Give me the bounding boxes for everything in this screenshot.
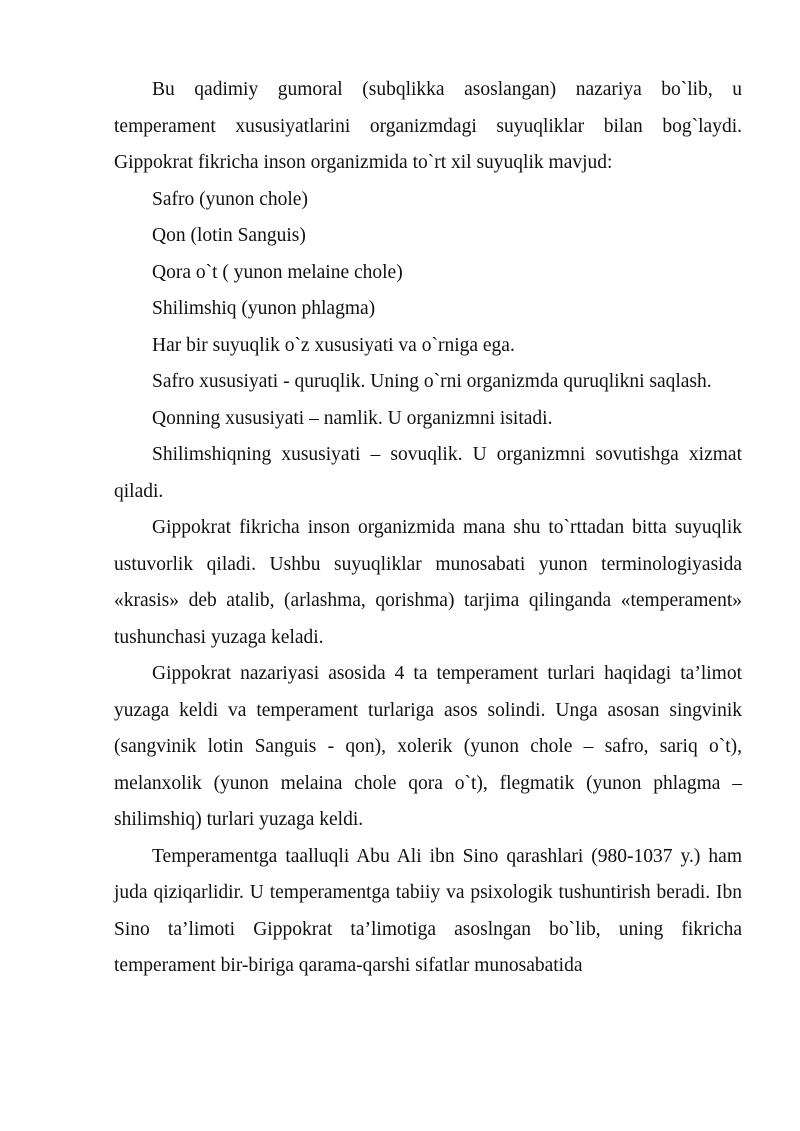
- list-item-shilimshiq: Shilimshiq (yunon phlagma): [152, 298, 376, 319]
- list-item-safro: Safro (yunon chole): [152, 188, 308, 210]
- paragraph-qon-property: Qonning xususiyati – namlik. U organizmni isitadi.: [152, 407, 553, 429]
- list-item-qon: Qon (lotin Sanguis): [152, 225, 306, 246]
- paragraph-temperament-types: Gippokrat nazariyasi asosida 4 ta temperament turlari haqidagi ta’limot yuzaga keldi va temperament turlariga asos solindi. Unga asosan singvinik (sangvinik lotin Sanguis - qon), xolerik (yunon chole – safro, sariq o`t), melanxolik (yunon melaina chole qora o`t), flegmatik (yunon phlagma – shilimshiq) turlari yuzaga keldi.: [114, 663, 742, 830]
- paragraph-krasis: Gippokrat fikricha inson organizmida mana shu to`rttadan bitta suyuqlik ustuvorlik qiladi. Ushbu suyuqliklar munosabati yunon terminologiyasida «krasis» deb atalib, (arlashma, qorishma) tarjima qilinganda «temperament» tushunchasi yuzaga keladi.: [114, 517, 742, 648]
- paragraph-each-fluid: Har bir suyuqlik o`z xususiyati va o`rniga ega.: [152, 334, 515, 356]
- paragraph-humoral-theory: Bu qadimiy gumoral (subqlikka asoslangan) nazariya bo`lib, u temperament xususiyatlarini organizmdagi suyuqliklar bilan bog`laydi. Gippokrat fikricha inson organizmida to`rt xil suyuqlik mavjud:: [114, 79, 742, 173]
- paragraph-shilimshiq-property: Shilimshiqning xususiyati – sovuqlik. U organizmni sovutishga xizmat qiladi.: [114, 444, 742, 502]
- document-body: [114, 72, 742, 985]
- paragraph-safro-property: Safro xususiyati - quruqlik. Uning o`rni organizmda quruqlikni saqlash.: [152, 371, 712, 392]
- paragraph-ibn-sino: Temperamentga taalluqli Abu Ali ibn Sino qarashlari (980-1037 y.) ham juda qiziqarlidir. U temperamentga tabiiy va psixologik tushuntirish beradi. Ibn Sino ta’limoti Gippokrat ta’limotiga asoslngan bo`lib, uning fikricha temperament bir-biriga qarama-qarshi sifatlar munosabatida: [114, 845, 742, 976]
- list-item-qora-ot: Qora o`t ( yunon melaine chole): [152, 261, 403, 283]
